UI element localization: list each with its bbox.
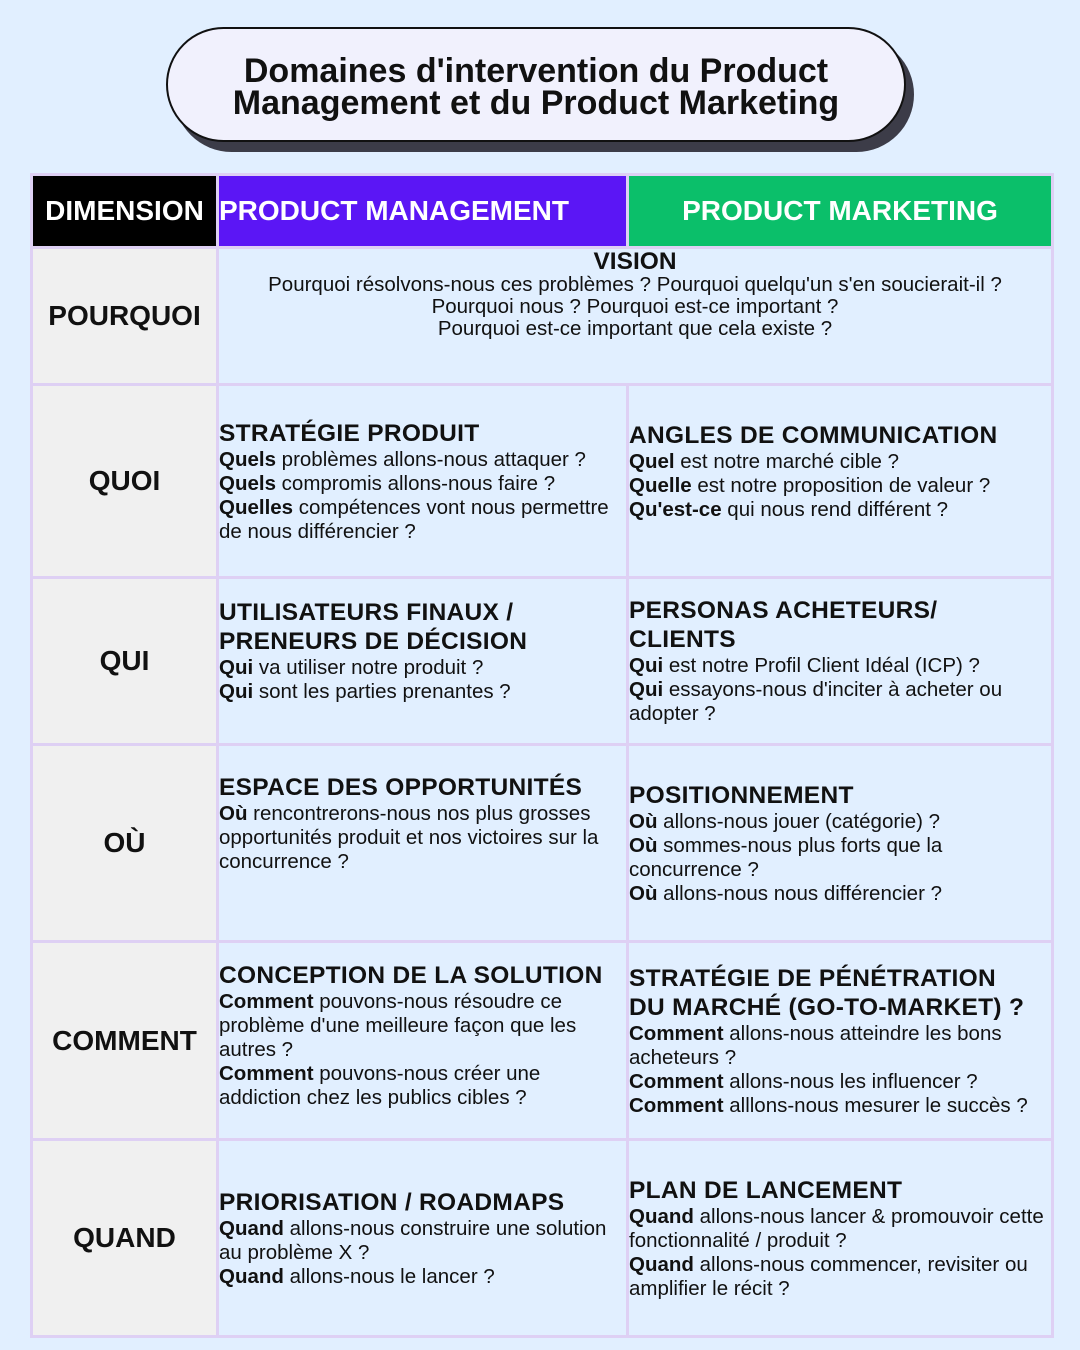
cell-question: Comment allons-nous les influencer ? xyxy=(629,1069,978,1093)
cell-question: Qu'est-ce qui nous rend différent ? xyxy=(629,497,949,521)
comparison-table xyxy=(30,173,1054,1338)
cell-title: CLIENTS xyxy=(629,626,736,653)
cell-title: ANGLES DE COMMUNICATION xyxy=(629,421,998,449)
cell-title: DU MARCHÉ (GO-TO-MARKET) ? xyxy=(629,993,1025,1021)
dimension-comment: COMMENT xyxy=(32,942,218,1140)
cell-question: Comment pouvons-nous résoudre ce problème d'une meilleure façon que les autres ? xyxy=(219,990,577,1061)
dimension-ou: OÙ xyxy=(32,745,218,942)
row-qui xyxy=(32,578,1053,745)
cell-question: Qui essayons-nous d'inciter à acheter ou adopter ? xyxy=(629,678,1003,725)
page-title xyxy=(232,51,840,122)
cell-title: POSITIONNEMENT xyxy=(629,781,854,809)
cell-question: Quand allons-nous construire une solution au problème X ? xyxy=(219,1216,607,1264)
cell-question: Où sommes-nous plus forts que la concurrence ? xyxy=(629,833,943,881)
dimension-pourquoi: POURQUOI xyxy=(32,248,218,385)
cell-title: ESPACE DES OPPORTUNITÉS xyxy=(219,773,583,801)
row-comment xyxy=(32,942,1053,1140)
cell-title: PERSONAS ACHETEURS/ xyxy=(629,597,938,624)
vision-line: Pourquoi est-ce important que cela existe ? xyxy=(437,317,833,340)
cell-title: PRENEURS DE DÉCISION xyxy=(219,628,528,655)
cell-title: PLAN DE LANCEMENT xyxy=(629,1176,903,1204)
title-banner xyxy=(166,27,906,142)
row-ou xyxy=(32,745,1053,942)
page-title-line-2: Management et du Product Marketing xyxy=(232,83,840,122)
mk-cell-comment xyxy=(628,942,1053,1140)
vision-title: VISION xyxy=(593,248,677,275)
vision-line: Pourquoi résolvons-nous ces problèmes ? Pourquoi quelqu'un s'en soucierait-il ? xyxy=(268,273,1002,296)
cell-question: Comment pouvons-nous créer une addiction chez les publics cibles ? xyxy=(219,1062,541,1109)
cell-title: STRATÉGIE DE PÉNÉTRATION xyxy=(629,964,997,992)
row-quoi xyxy=(32,385,1053,578)
cell-question: Quel est notre marché cible ? xyxy=(629,449,900,473)
header-product-marketing: PRODUCT MARKETING xyxy=(628,175,1053,248)
page-title-line-1: Domaines d'intervention du Product xyxy=(243,51,829,90)
pm-cell-quand xyxy=(218,1140,628,1337)
cell-question: Quels compromis allons-nous faire ? xyxy=(219,471,556,495)
cell-title: STRATÉGIE PRODUIT xyxy=(219,419,480,447)
cell-question: Comment allons-nous atteindre les bons acheteurs ? xyxy=(629,1021,1002,1069)
cell-question: Qui sont les parties prenantes ? xyxy=(219,680,511,703)
mk-cell-quand xyxy=(628,1140,1053,1337)
header-row xyxy=(32,175,1053,248)
cell-question: Quels problèmes allons-nous attaquer ? xyxy=(219,447,586,471)
row-quand xyxy=(32,1140,1053,1337)
mk-cell-ou xyxy=(628,745,1053,942)
cell-question: Quelles compétences vont nous permettre de nous différencier ? xyxy=(219,495,609,543)
cell-question: Quand allons-nous commencer, revisiter ou amplifier le récit ? xyxy=(629,1252,1028,1300)
cell-question: Où allons-nous nous différencier ? xyxy=(629,881,942,905)
mk-cell-quoi xyxy=(628,385,1053,578)
vision-cell xyxy=(218,248,1053,385)
cell-question: Quelle est notre proposition de valeur ? xyxy=(629,473,991,497)
row-pourquoi xyxy=(32,248,1053,385)
pm-cell-ou xyxy=(218,745,628,942)
cell-title: PRIORISATION / ROADMAPS xyxy=(219,1188,565,1216)
cell-question: Quand allons-nous lancer & promouvoir cette fonctionnalité / produit ? xyxy=(629,1204,1044,1252)
pm-cell-comment xyxy=(218,942,628,1140)
header-dimension: DIMENSION xyxy=(32,175,218,248)
dimension-qui: QUI xyxy=(32,578,218,745)
cell-question: Quand allons-nous le lancer ? xyxy=(219,1264,495,1288)
pm-cell-quoi xyxy=(218,385,628,578)
pm-cell-qui xyxy=(218,578,628,745)
cell-title: UTILISATEURS FINAUX / xyxy=(219,599,514,626)
cell-question: Où rencontrerons-nous nos plus grosses opportunités produit et nos victoires sur la concurrence ? xyxy=(219,801,599,873)
mk-cell-qui xyxy=(628,578,1053,745)
cell-question: Où allons-nous jouer (catégorie) ? xyxy=(629,809,941,833)
cell-title: CONCEPTION DE LA SOLUTION xyxy=(219,962,603,989)
cell-question: Qui est notre Profil Client Idéal (ICP) ? xyxy=(629,654,980,677)
cell-question: Comment alllons-nous mesurer le succès ? xyxy=(629,1093,1028,1117)
title-box xyxy=(166,27,906,142)
dimension-quoi: QUOI xyxy=(32,385,218,578)
cell-question: Qui va utiliser notre produit ? xyxy=(219,656,484,679)
vision-line: Pourquoi nous ? Pourquoi est-ce important ? xyxy=(431,295,839,318)
header-product-management: PRODUCT MANAGEMENT xyxy=(218,175,628,248)
dimension-quand: QUAND xyxy=(32,1140,218,1337)
